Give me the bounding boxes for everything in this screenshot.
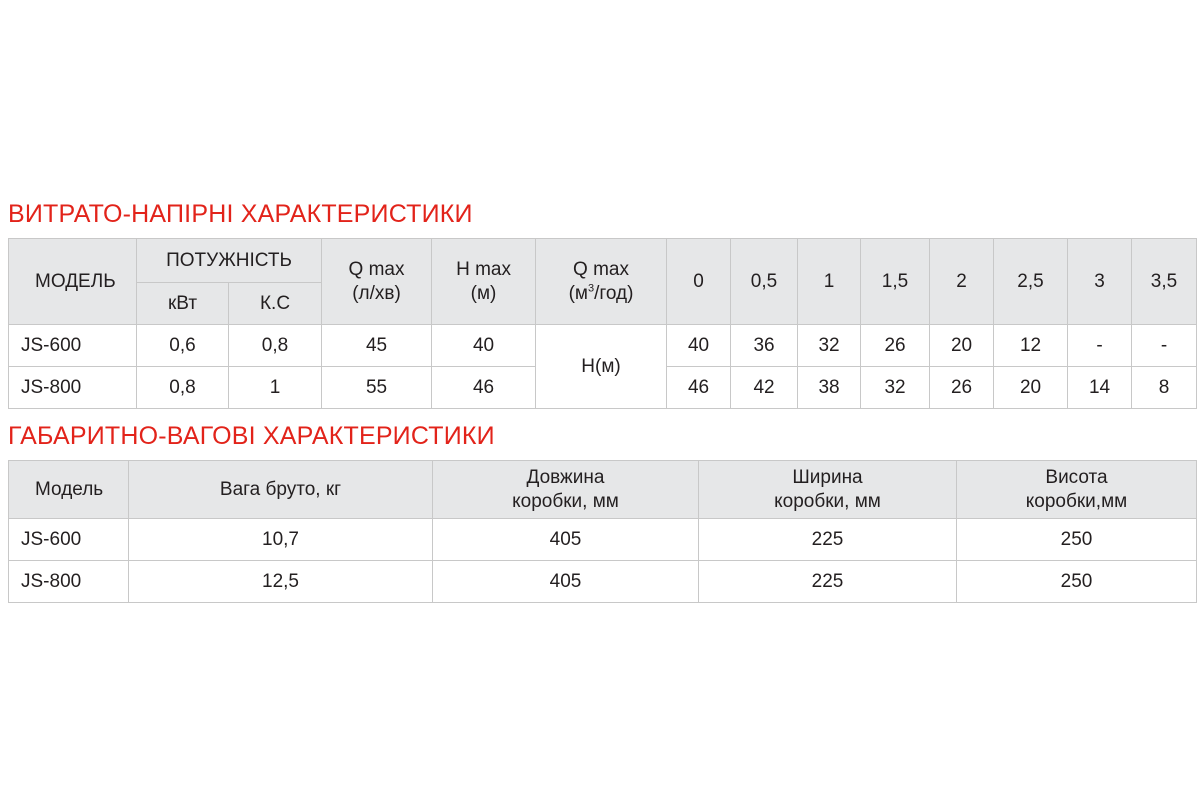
col-header-hmax [432, 239, 536, 325]
head-value-cell: - [1132, 325, 1197, 367]
hmax-label: H max [456, 258, 511, 280]
height-label-line1: Висота [1045, 466, 1108, 488]
table-row [9, 519, 1197, 561]
model-cell: JS-600 [9, 519, 129, 561]
height-cell: 250 [957, 561, 1197, 603]
head-value-cell: 32 [861, 367, 930, 409]
length-cell: 405 [433, 561, 699, 603]
flow-point-header: 3,5 [1132, 239, 1197, 325]
head-value-cell: 14 [1068, 367, 1132, 409]
head-value-cell: 8 [1132, 367, 1197, 409]
width-label-line2: коробки, мм [774, 490, 881, 512]
flow-point-header: 1 [798, 239, 861, 325]
length-label-line1: Довжина [526, 466, 605, 488]
head-value-cell: 46 [667, 367, 731, 409]
performance-title: ВИТРАТО-НАПІРНІ ХАРАКТЕРИСТИКИ [8, 200, 473, 228]
col-header-power: ПОТУЖНІСТЬ [137, 239, 322, 283]
model-cell: JS-800 [9, 367, 137, 409]
qmax-cell: 45 [322, 325, 432, 367]
width-cell: 225 [699, 561, 957, 603]
dimensions-title: ГАБАРИТНО-ВАГОВІ ХАРАКТЕРИСТИКИ [8, 422, 495, 450]
table-row [9, 561, 1197, 603]
flow-point-header: 2 [930, 239, 994, 325]
hmax-unit: (м) [470, 282, 497, 304]
hmax-cell: 40 [432, 325, 536, 367]
power-hp-cell: 0,8 [229, 325, 322, 367]
model-cell: JS-800 [9, 561, 129, 603]
qmax-m3h-unit-pre: (м [568, 282, 588, 304]
col-header-qmax-m3h [536, 239, 667, 325]
col-header-power-kw: кВт [137, 283, 229, 325]
head-value-cell: 12 [994, 325, 1068, 367]
flow-point-header: 3 [1068, 239, 1132, 325]
col-header-height [957, 461, 1197, 519]
performance-table [8, 238, 1197, 409]
head-value-cell: - [1068, 325, 1132, 367]
head-value-cell: 32 [798, 325, 861, 367]
width-cell: 225 [699, 519, 957, 561]
col-header-qmax-lpm [322, 239, 432, 325]
head-value-cell: 38 [798, 367, 861, 409]
hmax-cell: 46 [432, 367, 536, 409]
head-value-cell: 26 [861, 325, 930, 367]
head-value-cell: 40 [667, 325, 731, 367]
col-header-weight: Вага бруто, кг [129, 461, 433, 519]
power-kw-cell: 0,6 [137, 325, 229, 367]
length-cell: 405 [433, 519, 699, 561]
weight-cell: 12,5 [129, 561, 433, 603]
flow-point-header: 0 [667, 239, 731, 325]
head-value-cell: 20 [994, 367, 1068, 409]
height-label-line2: коробки,мм [1025, 490, 1128, 512]
qmax-m3h-unit-sup: 3 [587, 282, 595, 295]
model-cell: JS-600 [9, 325, 137, 367]
qmax-m3h-label: Q max [573, 258, 629, 280]
col-header-power-hp: К.С [229, 283, 322, 325]
power-hp-cell: 1 [229, 367, 322, 409]
col-header-model: Модель [9, 461, 129, 519]
flow-point-header: 1,5 [861, 239, 930, 325]
head-value-cell: 36 [731, 325, 798, 367]
head-label-cell: H(м) [536, 325, 667, 409]
head-value-cell: 26 [930, 367, 994, 409]
width-label-line1: Ширина [792, 466, 863, 488]
col-header-width [699, 461, 957, 519]
table-row [9, 325, 1197, 367]
col-header-length [433, 461, 699, 519]
power-kw-cell: 0,8 [137, 367, 229, 409]
head-value-cell: 20 [930, 325, 994, 367]
col-header-model: МОДЕЛЬ [9, 239, 137, 325]
height-cell: 250 [957, 519, 1197, 561]
flow-point-header: 0,5 [731, 239, 798, 325]
flow-point-header: 2,5 [994, 239, 1068, 325]
qmax-m3h-unit-post: /год) [594, 282, 634, 304]
qmax-lpm-label: Q max [348, 258, 405, 280]
dimensions-table [8, 460, 1197, 603]
qmax-lpm-unit: (л/хв) [352, 282, 401, 304]
length-label-line2: коробки, мм [512, 490, 619, 512]
head-value-cell: 42 [731, 367, 798, 409]
qmax-cell: 55 [322, 367, 432, 409]
weight-cell: 10,7 [129, 519, 433, 561]
